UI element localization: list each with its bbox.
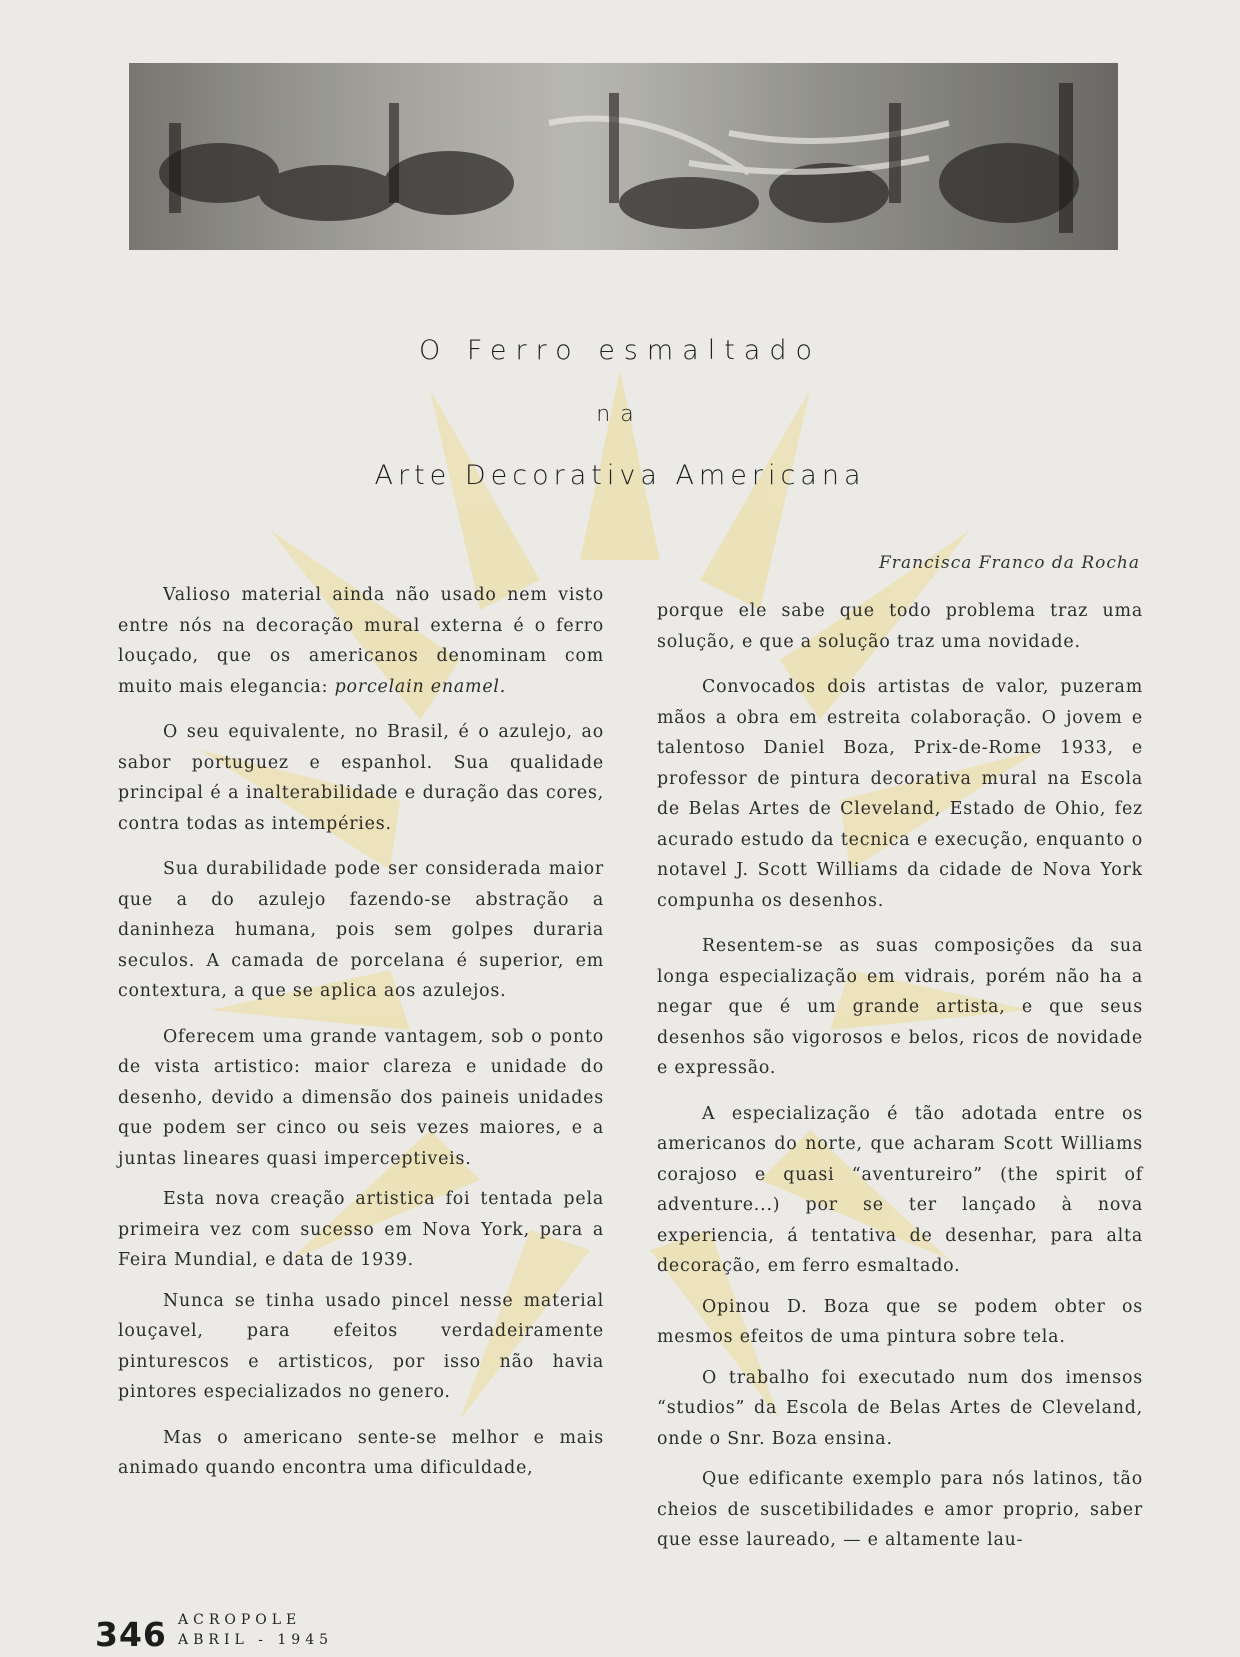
magazine-footer — [178, 1610, 333, 1650]
paragraph: Oferecem uma grande vantagem, sob o ponto de vista artistico: maior clareza e unidade do desenho, devido a dimensão dos paineis unidades que podem ser cinco ou seis vezes maiores, e a juntas lineares quasi imperceptiveis. — [118, 1026, 604, 1169]
paragraph — [118, 580, 604, 702]
paragraph: O seu equivalente, no Brasil, é o azulejo, ao sabor portuguez e espanhol. Sua qualidade principal é a inalterabilidade e duração das cores, contra todas as intempéries. — [118, 722, 604, 834]
mural-frieze-image — [129, 63, 1118, 250]
paragraph: O trabalho foi executado num dos imensos “studios” da Escola de Belas Artes de Cleveland, onde o Snr. Boza ensina. — [657, 1367, 1143, 1449]
paragraph: Que edificante exemplo para nós latinos, tão cheios de suscetibilidades e amor proprio, saber que esse laureado, — e altamente lau- — [657, 1469, 1143, 1550]
paragraph: Sua durabilidade pode ser considerada maior que a do azulejo fazendo-se abstração a daninheza humana, pois sem golpes duraria seculos. A camada de porcelana é superior, em contextura, a que se aplica aos azulejos. — [118, 859, 604, 1001]
paragraph: Esta nova creação artistica foi tentada pela primeira vez com sucesso em Nova York, para a Feira Mundial, e data de 1939. — [118, 1189, 604, 1270]
magazine-name: ACROPOLE — [178, 1612, 302, 1628]
paragraph-text: Valioso material ainda não usado nem visto entre nós na decoração mural externa é o ferro louçado, que os americanos denominam com muito mais elegancia: — [118, 585, 604, 697]
left-column — [118, 580, 604, 1499]
page-number: 346 — [95, 1615, 167, 1654]
paragraph: Opinou D. Boza que se podem obter os mesmos efeitos de uma pintura sobre tela. — [657, 1296, 1143, 1347]
right-column — [657, 596, 1143, 1571]
issue-date: ABRIL - 1945 — [178, 1632, 334, 1648]
paragraph: porque ele sabe que todo problema traz uma solução, e que a solução traz uma novidade. — [657, 601, 1143, 652]
paragraph: A especialização é tão adotada entre os americanos do norte, que acharam Scott Williams corajoso e quasi “aventureiro” (the spirit of adventure...) por se ter lançado à nova experiencia, á tentativa de desenhar, para alta decoração, em ferro esmaltado. — [657, 1103, 1143, 1276]
paragraph: Resentem-se as suas composições da sua longa especialização em vidrais, porém não ha a negar que é um grande artista, e que seus desenhos são vigorosos e belos, ricos de novidade e expressão. — [657, 936, 1143, 1078]
article-title-line-1: O Ferro esmaltado — [418, 335, 822, 366]
article-title-line-2: na — [596, 402, 644, 427]
paragraph: Convocados dois artistas de valor, puzeram mãos a obra em estreita colaboração. O jovem e talentoso Daniel Boza, Prix-de-Rome 1933, e professor de pintura decorativa mural na Escola de Belas Artes de Cleveland, Estado de Ohio, fez acurado estudo da tecnica e execução, enquanto o notavel J. Scott Williams da cidade de Nova York compunha os desenhos. — [657, 677, 1143, 911]
paragraph: Mas o americano sente-se melhor e mais animado quando encontra uma dificuldade, — [118, 1427, 604, 1478]
article-author: Francisca Franco da Rocha — [879, 553, 1140, 573]
paragraph: Nunca se tinha usado pincel nesse material louçavel, para efeitos verdadeiramente pinturescos e artisticos, por isso não havia pintores especializados no genero. — [118, 1290, 604, 1402]
italic-term: porcelain enamel. — [334, 676, 507, 697]
article-title-line-3: Arte Decorativa Americana — [374, 460, 866, 491]
